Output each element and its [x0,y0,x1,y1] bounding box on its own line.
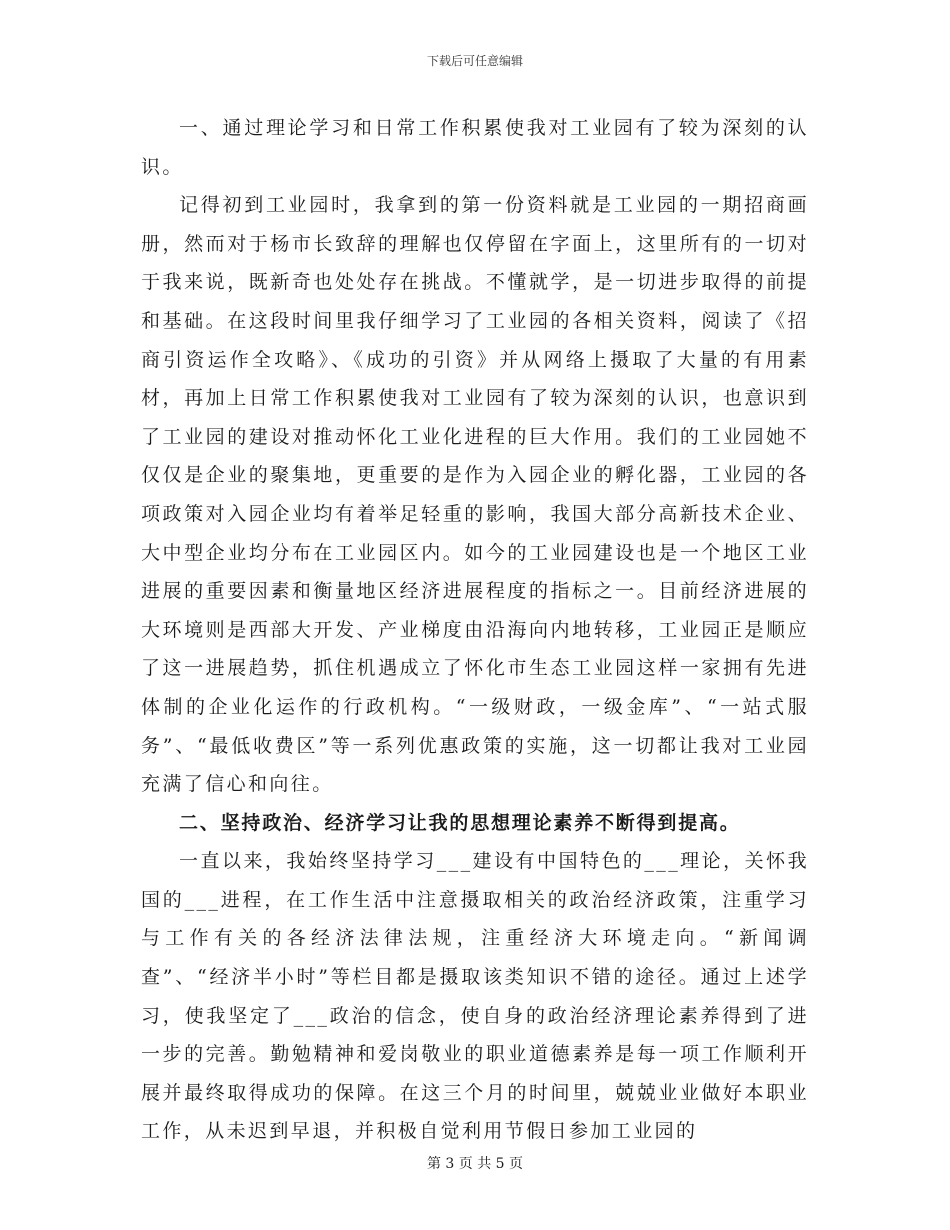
page-footer: 第 3 页 共 5 页 [426,1156,524,1172]
paragraph-section-one-body: 记得初到工业园时，我拿到的第一份资料就是工业园的一期招商画册，然而对于杨市长致辞的理解也仅停留在字面上，这里所有的一切对于我来说，既新奇也处处存在挑战。不懂就学，是一切进步取得的前提和基础。在这段时间里我仔细学习了工业园的各相关资料，阅读了《招商引资运作全攻略》、《成功的引资》并从网络上摄取了大量的有用素材，再加上日常工作积累使我对工业园有了较为深刻的认识，也意识到了工业园的建设对推动怀化工业化进程的巨大作用。我们的工业园她不仅仅是企业的聚集地，更重要的是作为入园企业的孵化器，工业园的各项政策对入园企业均有着举足轻重的影响，我国大部分高新技术企业、大中型企业均分布在工业园区内。如今的工业园建设也是一个地区工业进展的重要因素和衡量地区经济进展程度的指标之一。目前经济进展的大环境则是西部大开发、产业梯度由沿海向内地转移，工业园正是顺应了这一进展趋势，抓住机遇成立了怀化市生态工业园这样一家拥有先进体制的企业化运作的行政机构。“一级财政，一级金库”、“一站式服务”、“最低收费区”等一系列优惠政策的实施，这一切都让我对工业园充满了信心和向往。 [141,194,809,796]
paragraph-section-one-title: 一、通过理论学习和日常工作积累使我对工业园有了较为深刻的认识。 [141,117,809,178]
document-body [141,109,809,1151]
page-header: 下载后可任意编辑 [426,54,523,68]
paragraph-section-two-title: 二、坚持政治、经济学习让我的思想理论素养不断得到提高。 [179,811,741,834]
paragraph-section-two-body: 一直以来，我始终坚持学习___建设有中国特色的___理论，关怀我国的___进程，在工作生活中注意摄取相关的政治经济政策，注重学习与工作有关的各经济法律法规，注重经济大环境走向。“新闻调查”、“经济半小时”等栏目都是摄取该类知识不错的途径。通过上述学习，使我坚定了___政治的信念，使自身的政治经济理论素养得到了进一步的完善。勤勉精神和爱岗敬业的职业道德素养是每一项工作顺利开展并最终取得成功的保障。在这三个月的时间里，兢兢业业做好本职业工作，从未迟到早退，并积极自觉利用节假日参加工业园的 [141,850,809,1143]
